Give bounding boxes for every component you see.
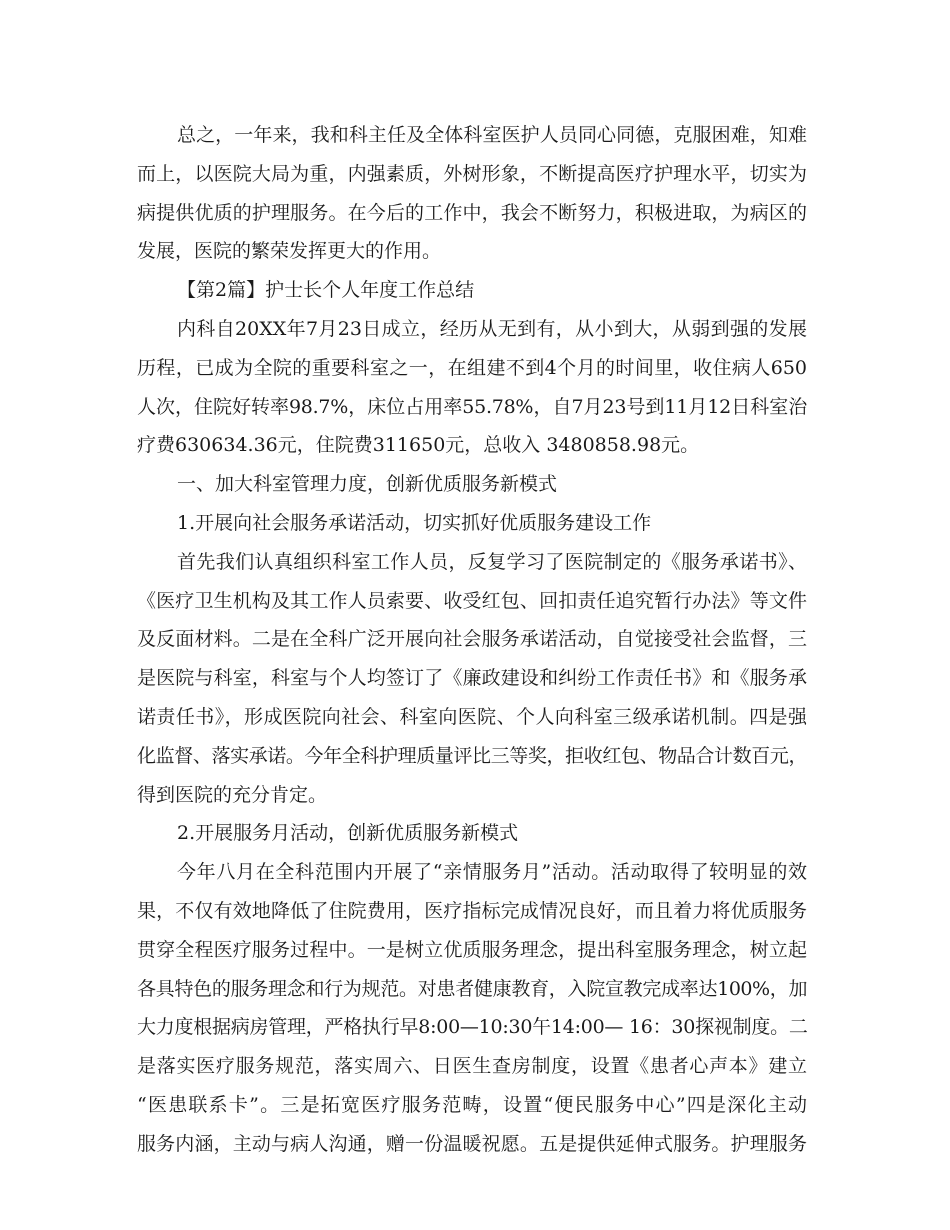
text-line: 化监督、落实承诺。今年全科护理质量评比三等奖，拒收红包、物品合计数百元， (137, 744, 807, 767)
text-line: 是落实医疗服务规范，落实周六、日医生查房制度，设置《患者心声本》建立 (137, 1055, 807, 1078)
text-line: 大力度根据病房管理，严格执行早8:00—10:30午14:00— 16：30探视制度。二 (137, 1016, 808, 1039)
text-line: 1.开展向社会服务承诺活动，切实抓好优质服务建设工作 (177, 511, 652, 534)
text-line: 服务内涵，主动与病人沟通，赠一份温暖祝愿。五是提供延伸式服务。护理服务 (137, 1132, 807, 1155)
text-line: 历程，已成为全院的重要科室之一，在组建不到4个月的时间里，收住病人650 (137, 356, 807, 379)
text-line: 人次，住院好转率98.7%，床位占用率55.78%，自7月23号到11月12日科室治 (137, 395, 807, 418)
text-line: 内科自20XX年7月23日成立，经历从无到有，从小到大，从弱到强的发展 (177, 317, 807, 340)
text-line: 及反面材料。二是在全科广泛开展向社会服务承诺活动，自觉接受社会监督，三 (137, 628, 807, 651)
text-line: 得到医院的充分肯定。 (137, 783, 328, 806)
text-line: 疗费630634.36元，住院费311650元，总收入 3480858.98元。 (137, 434, 700, 457)
text-line: 各具特色的服务理念和行为规范。对患者健康教育，入院宣教完成率达100%，加 (137, 977, 807, 1000)
text-line: 而上，以医院大局为重，内强素质，外树形象，不断提高医疗护理水平，切实为 (137, 162, 807, 185)
text-line: 是医院与科室，科室与个人均签订了《廉政建设和纠纷工作责任书》和《服务承 (137, 667, 807, 690)
text-line: 2.开展服务月活动，创新优质服务新模式 (177, 822, 519, 845)
document-body (137, 116, 807, 1164)
text-line: 贯穿全程医疗服务过程中。一是树立优质服务理念，提出科室服务理念，树立起 (137, 938, 807, 961)
text-line: 病提供优质的护理服务。在今后的工作中，我会不断努力，积极进取，为病区的 (137, 201, 807, 224)
text-line: 总之，一年来，我和科主任及全体科室医护人员同心同德，克服困难，知难 (177, 124, 807, 146)
text-line: 《医疗卫生机构及其工作人员索要、收受红包、回扣责任追究暂行办法》等文件 (137, 589, 807, 612)
text-line: 一、加大科室管理力度，创新优质服务新模式 (177, 473, 558, 496)
text-line: 果，不仅有效地降低了住院费用，医疗指标完成情况良好，而且着力将优质服务 (137, 899, 807, 922)
text-line: 今年八月在全科范围内开展了“亲情服务月”活动。活动取得了较明显的效 (177, 861, 807, 884)
text-line: 首先我们认真组织科室工作人员，反复学习了医院制定的《服务承诺书》、 (177, 550, 807, 573)
text-line: 【第2篇】护士长个人年度工作总结 (177, 279, 475, 302)
text-line: 诺责任书》，形成医院向社会、科室向医院、个人向科室三级承诺机制。四是强 (137, 705, 807, 728)
text-line: 发展，医院的繁荣发挥更大的作用。 (137, 240, 442, 263)
text-line: “医患联系卡”。三是拓宽医疗服务范畴，设置“便民服务中心”四是深化主动 (137, 1093, 807, 1116)
